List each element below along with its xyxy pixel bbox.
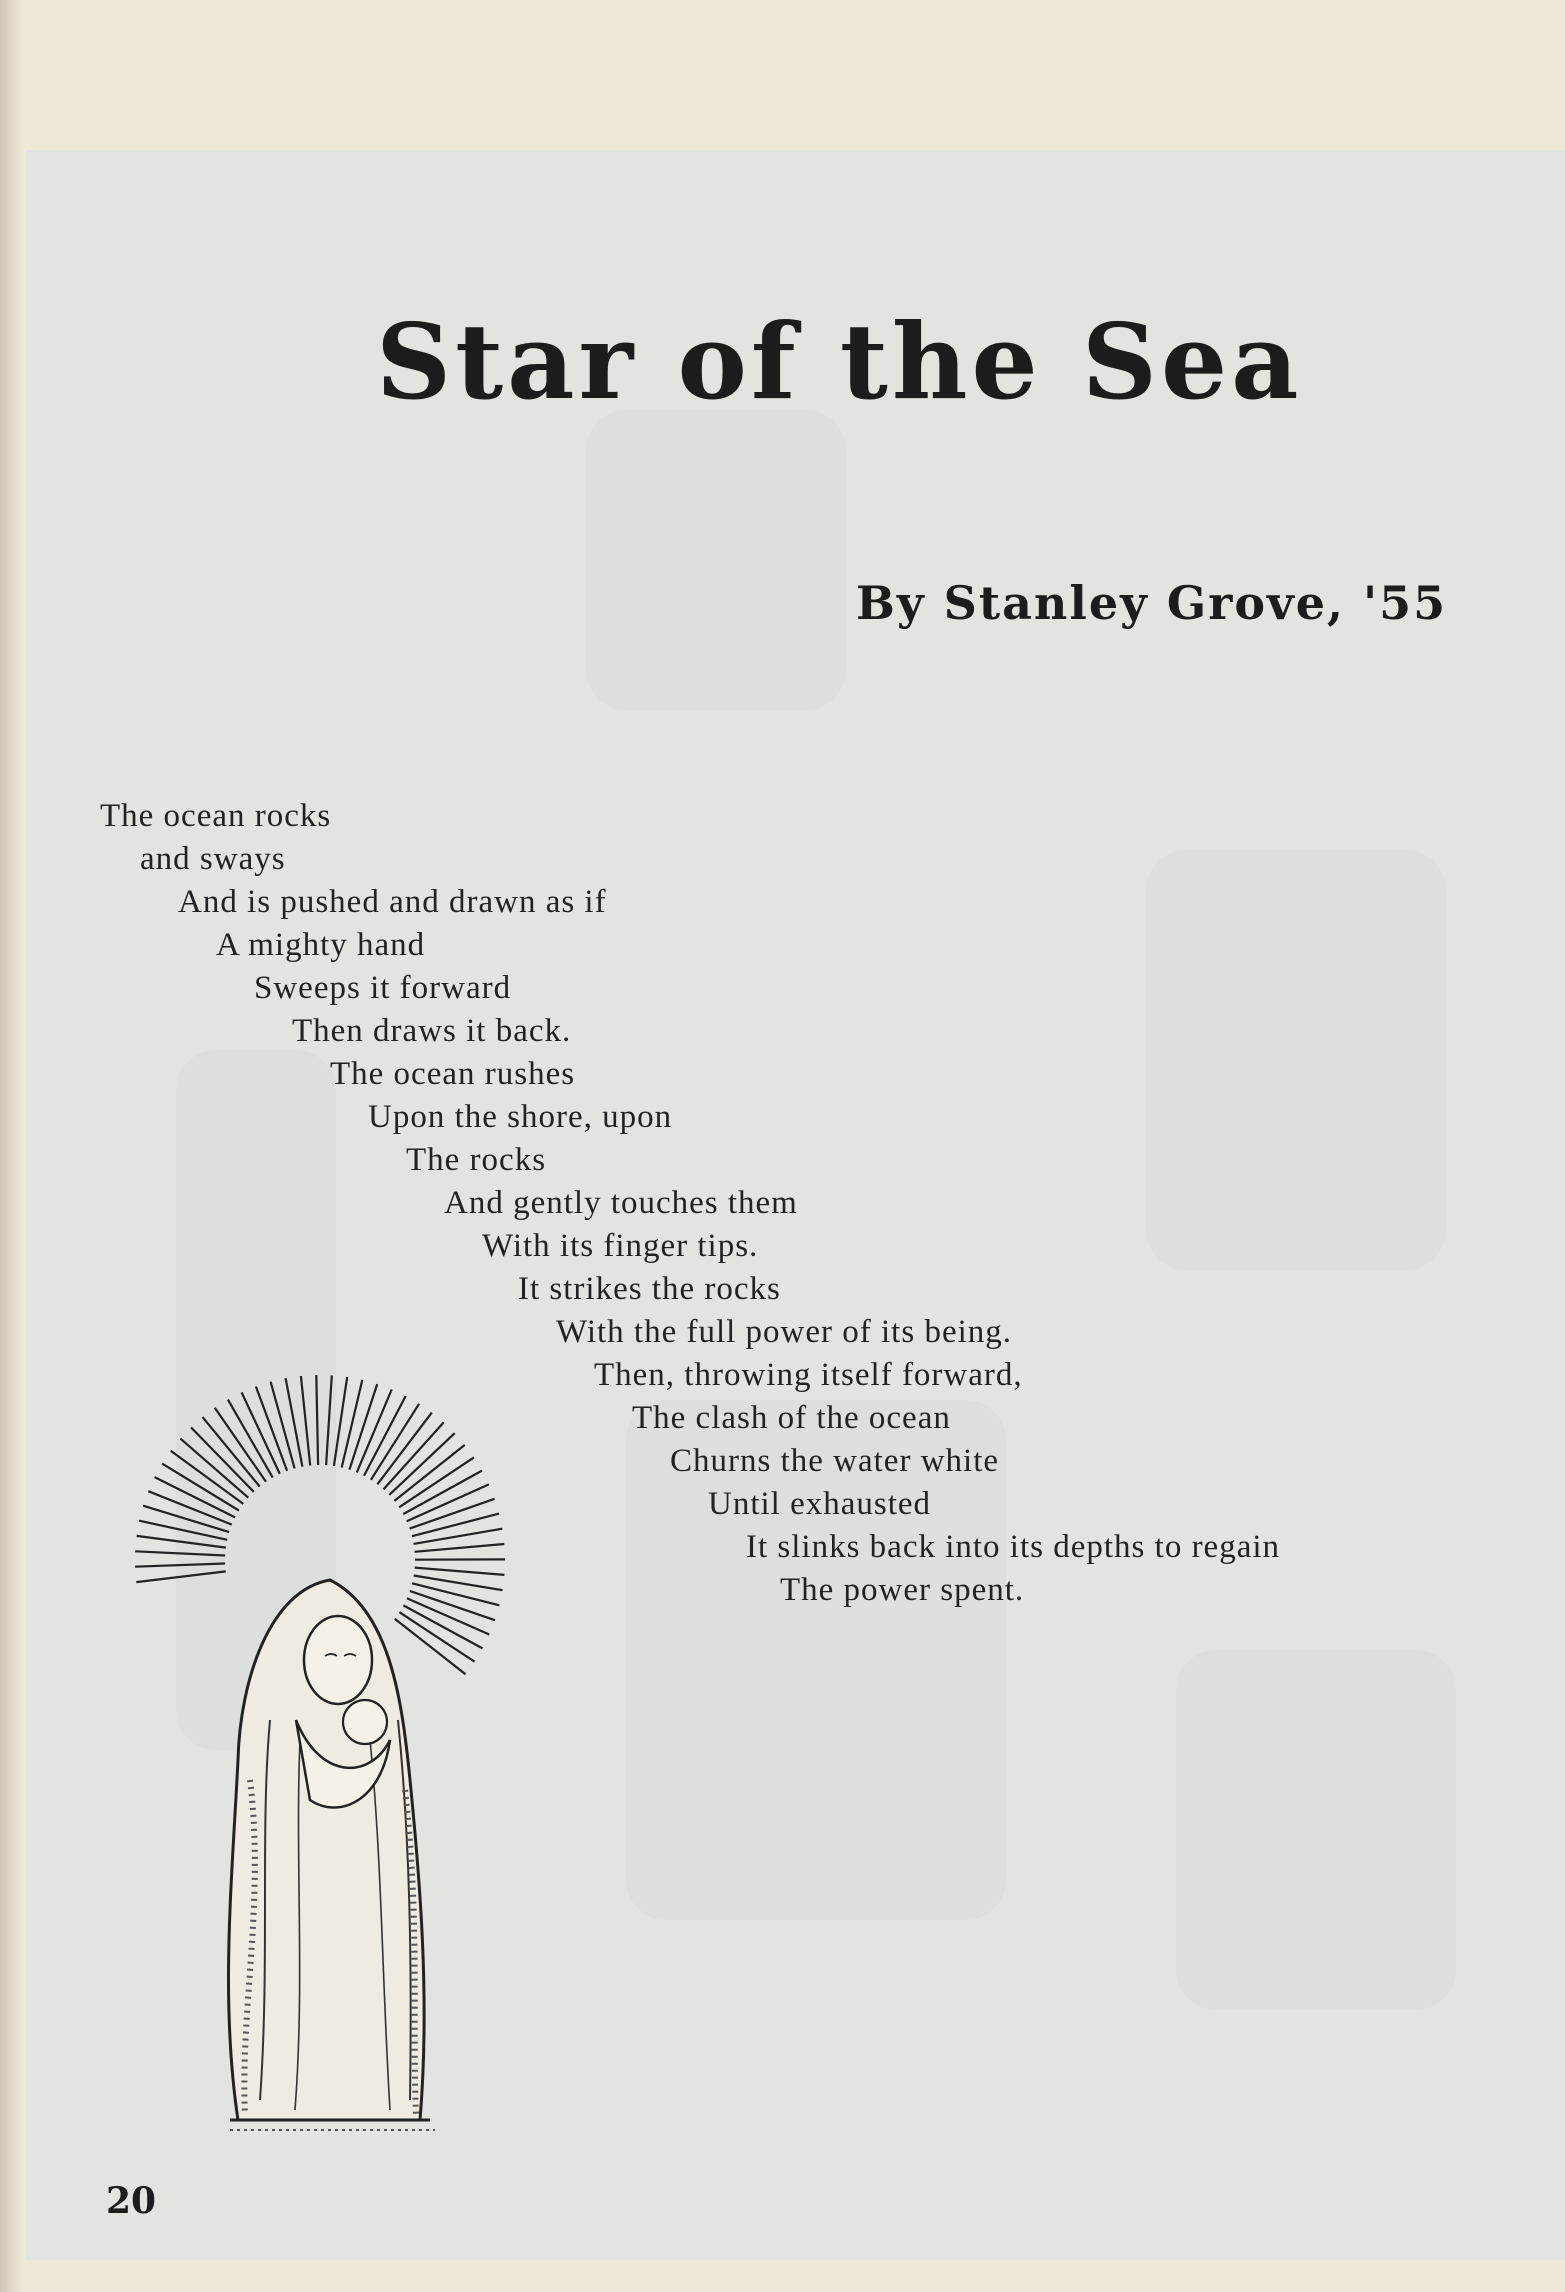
- page-title: Star of the Sea: [376, 300, 1303, 423]
- halo-ray: [326, 1375, 332, 1465]
- poem-line: Upon the shore, upon: [368, 1099, 673, 1135]
- halo-ray: [271, 1382, 295, 1469]
- page-number: 20: [106, 2180, 157, 2222]
- poem-line: The ocean rushes: [330, 1056, 576, 1092]
- poem-line: Sweeps it forward: [254, 970, 512, 1006]
- halo-ray: [415, 1568, 505, 1575]
- poem-line: It strikes the rocks: [518, 1271, 781, 1307]
- poem-line: The power spent.: [780, 1572, 1025, 1608]
- poem-line: Then draws it back.: [292, 1013, 572, 1049]
- madonna-figure: [228, 1580, 435, 2130]
- halo-ray: [415, 1544, 505, 1552]
- halo-ray: [301, 1376, 310, 1466]
- halo-ray: [414, 1529, 503, 1544]
- madonna-and-child-icon: [120, 1360, 520, 2150]
- poem-line: The rocks: [406, 1142, 547, 1178]
- halo-ray: [135, 1564, 225, 1567]
- halo-ray: [215, 1408, 266, 1482]
- poem-line: It slinks back into its depths to regain: [746, 1529, 1281, 1565]
- poem-line: The ocean rocks: [100, 798, 332, 834]
- poem-line: With its finger tips.: [482, 1228, 759, 1264]
- halo-ray: [135, 1551, 225, 1555]
- halo-ray: [203, 1417, 260, 1487]
- poem-line: Then, throwing itself forward,: [594, 1357, 1023, 1393]
- bleed-through-shape: [586, 410, 846, 710]
- poem-line: With the full power of its being.: [556, 1314, 1013, 1350]
- poem-line: Churns the water white: [670, 1443, 1000, 1479]
- halo-ray: [395, 1619, 466, 1675]
- author-byline: By Stanley Grove, '55: [856, 576, 1448, 630]
- poem-line: and sways: [140, 841, 286, 877]
- halo-ray: [389, 1433, 455, 1495]
- poem-line: And is pushed and drawn as if: [178, 884, 607, 920]
- poem-line: The clash of the ocean: [632, 1400, 951, 1436]
- halo-ray: [316, 1375, 318, 1465]
- halo-ray: [377, 1413, 431, 1485]
- binding-shadow: [0, 0, 22, 2292]
- bleed-through-shape: [1176, 1650, 1456, 2010]
- poem-line: Until exhausted: [708, 1486, 932, 1522]
- poem-line: And gently touches them: [444, 1185, 798, 1221]
- halo-ray: [171, 1451, 244, 1504]
- halo-ray: [136, 1571, 225, 1582]
- halo-ray: [286, 1378, 303, 1467]
- halo-ray: [180, 1439, 248, 1498]
- bleed-through-shape: [1146, 850, 1446, 1270]
- halo-ray: [394, 1445, 464, 1501]
- poem-line: A mighty hand: [216, 927, 426, 963]
- halo-ray: [412, 1514, 499, 1537]
- halo-ray: [384, 1422, 444, 1489]
- halo-ray: [191, 1427, 254, 1492]
